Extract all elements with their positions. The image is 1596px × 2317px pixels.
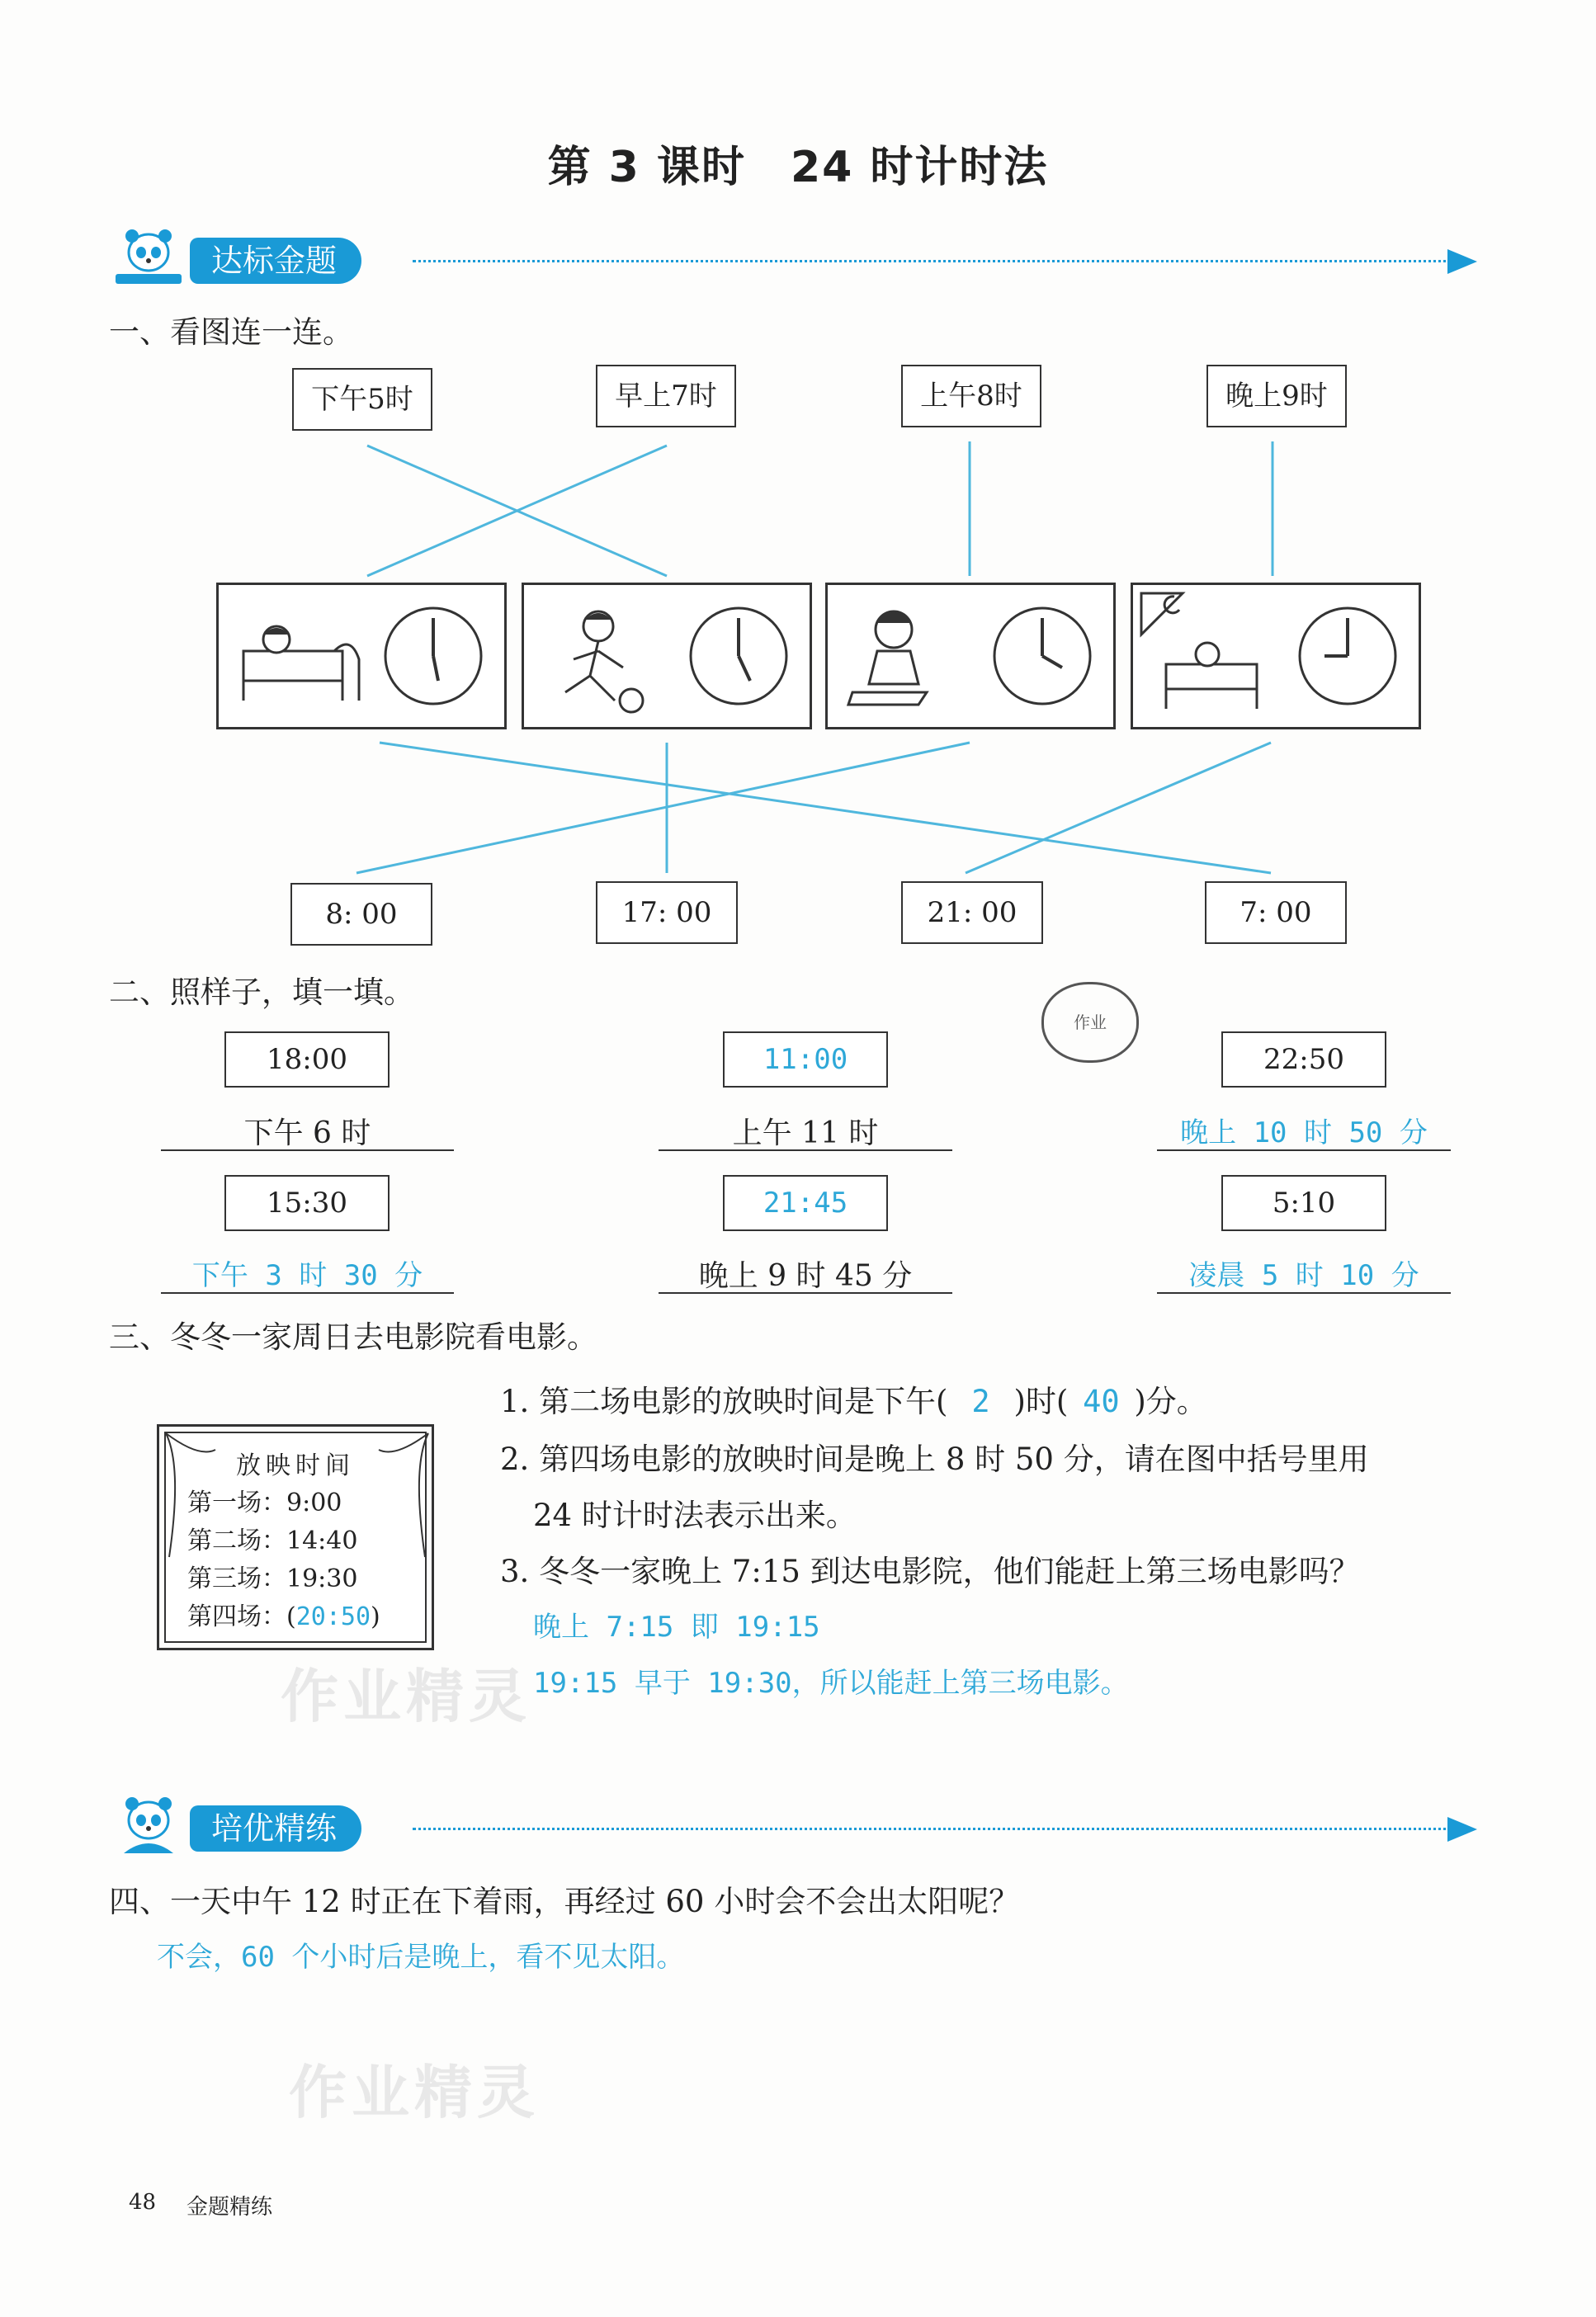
watermark: 作业精灵 bbox=[281, 1663, 531, 1730]
answer-line-text: 晚上 9 时 45 分 bbox=[698, 1259, 913, 1293]
q3-item-3: 3. 冬冬一家晚上 7:15 到达电影院，他们能赶上第三场电影吗？ bbox=[500, 1554, 1360, 1589]
answer-line-answer: 凌晨 5 时 10 分 bbox=[1188, 1259, 1419, 1292]
picture-panel-playing bbox=[522, 583, 812, 729]
time-label-box: 上午8时 bbox=[901, 365, 1041, 427]
time-digital-box: 21: 00 bbox=[901, 881, 1043, 944]
schedule-title: 放映时间 bbox=[236, 1451, 355, 1480]
answer-line-text: 下午 6 时 bbox=[243, 1116, 371, 1150]
q3-i1-mid: )时( bbox=[1013, 1384, 1069, 1419]
time-label-box: 下午5时 bbox=[292, 368, 432, 431]
section-header-advanced bbox=[107, 1792, 1477, 1858]
time-box-value: 18:00 bbox=[267, 1043, 347, 1076]
answer-line bbox=[659, 1253, 952, 1294]
q3-item-3-answer-1: 晚上 7:15 即 19:15 bbox=[533, 1611, 820, 1644]
panda-mascot-icon bbox=[107, 1792, 190, 1858]
section-badge: 培优精练 bbox=[190, 1805, 361, 1852]
q3-item-2-line2: 24 时计时法表示出来。 bbox=[533, 1498, 857, 1533]
answer-line-answer: 下午 3 时 30 分 bbox=[191, 1259, 423, 1292]
boy-football-icon bbox=[524, 585, 810, 727]
schedule-row4-label: 第四场：( bbox=[187, 1602, 296, 1631]
time-box-answer: 11:00 bbox=[763, 1043, 848, 1076]
answer-line-answer: 晚上 10 时 50 分 bbox=[1180, 1116, 1428, 1149]
picture-panel-night bbox=[1131, 583, 1421, 729]
time-digital-box: 17: 00 bbox=[596, 881, 738, 944]
time-box bbox=[723, 1175, 888, 1231]
page-title: 第 3 课时 24 时计时法 bbox=[547, 143, 1049, 192]
picture-panel-sleeping bbox=[216, 583, 507, 729]
boy-writing-icon bbox=[828, 585, 1113, 727]
night-bed-icon bbox=[1133, 585, 1419, 727]
answer-line bbox=[161, 1253, 454, 1294]
schedule-row4-close: ) bbox=[371, 1602, 380, 1631]
answer-line bbox=[1157, 1253, 1451, 1294]
q3-i1-answer-hours: 2 bbox=[971, 1384, 990, 1419]
answer-line bbox=[1157, 1110, 1451, 1151]
picture-panel-studying bbox=[825, 583, 1116, 729]
page-number: 48 bbox=[129, 2190, 157, 2215]
stamp bbox=[1041, 982, 1139, 1063]
time-box bbox=[224, 1175, 390, 1231]
q3-heading: 三、冬冬一家周日去电影院看电影。 bbox=[109, 1319, 597, 1355]
q1-heading: 一、看图连一连。 bbox=[109, 314, 353, 350]
q3-i1-answer-minutes: 40 bbox=[1083, 1384, 1120, 1419]
answer-line bbox=[659, 1110, 952, 1151]
arrow-right-icon bbox=[1447, 1817, 1477, 1842]
time-digital-box: 8: 00 bbox=[290, 883, 432, 946]
schedule-board bbox=[157, 1424, 434, 1650]
bed-sleeping-icon bbox=[219, 585, 504, 727]
schedule-row: 第二场：14:40 bbox=[187, 1527, 358, 1555]
book-name: 金题精练 bbox=[187, 2195, 273, 2220]
q3-item-2-line1: 2. 第四场电影的放映时间是晚上 8 时 50 分，请在图中括号里用 bbox=[500, 1442, 1369, 1477]
q3-item-1 bbox=[500, 1376, 1207, 1421]
schedule-row4-answer: 20:50 bbox=[295, 1602, 371, 1631]
q3-i1-post: )分。 bbox=[1134, 1384, 1207, 1419]
time-box bbox=[723, 1031, 888, 1088]
q4-answer: 不会，60 个小时后是晚上，看不见太阳。 bbox=[157, 1941, 685, 1974]
schedule-row: 第一场：9:00 bbox=[187, 1489, 342, 1517]
time-box bbox=[1221, 1031, 1386, 1088]
q3-item-3-answer-2: 19:15 早于 19:30，所以能赶上第三场电影。 bbox=[533, 1667, 1129, 1700]
answer-line-text: 上午 11 时 bbox=[732, 1116, 879, 1150]
q4-heading: 四、一天中午 12 时正在下着雨，再经过 60 小时会不会出太阳呢？ bbox=[109, 1884, 1020, 1919]
schedule-row: 第三场：19:30 bbox=[187, 1564, 358, 1593]
watermark: 作业精灵 bbox=[289, 2059, 540, 2126]
schedule-row-4 bbox=[187, 1598, 380, 1636]
q3-i1-pre: 1. 第二场电影的放映时间是下午( bbox=[500, 1384, 948, 1419]
section-badge: 达标金题 bbox=[190, 238, 361, 284]
time-box-value: 15:30 bbox=[267, 1187, 347, 1220]
time-box-value: 5:10 bbox=[1272, 1187, 1336, 1220]
time-box-answer: 21:45 bbox=[763, 1187, 848, 1220]
dotted-rule bbox=[413, 1828, 1452, 1830]
stamp-text: 作业 bbox=[1074, 1012, 1107, 1032]
time-box-value: 22:50 bbox=[1263, 1043, 1344, 1076]
q2-heading: 二、照样子，填一填。 bbox=[109, 974, 414, 1010]
time-label-box: 早上7时 bbox=[596, 365, 736, 427]
time-digital-box: 7: 00 bbox=[1205, 881, 1347, 944]
time-label-box: 晚上9时 bbox=[1206, 365, 1347, 427]
answer-line bbox=[161, 1110, 454, 1151]
time-box bbox=[224, 1031, 390, 1088]
time-box bbox=[1221, 1175, 1386, 1231]
